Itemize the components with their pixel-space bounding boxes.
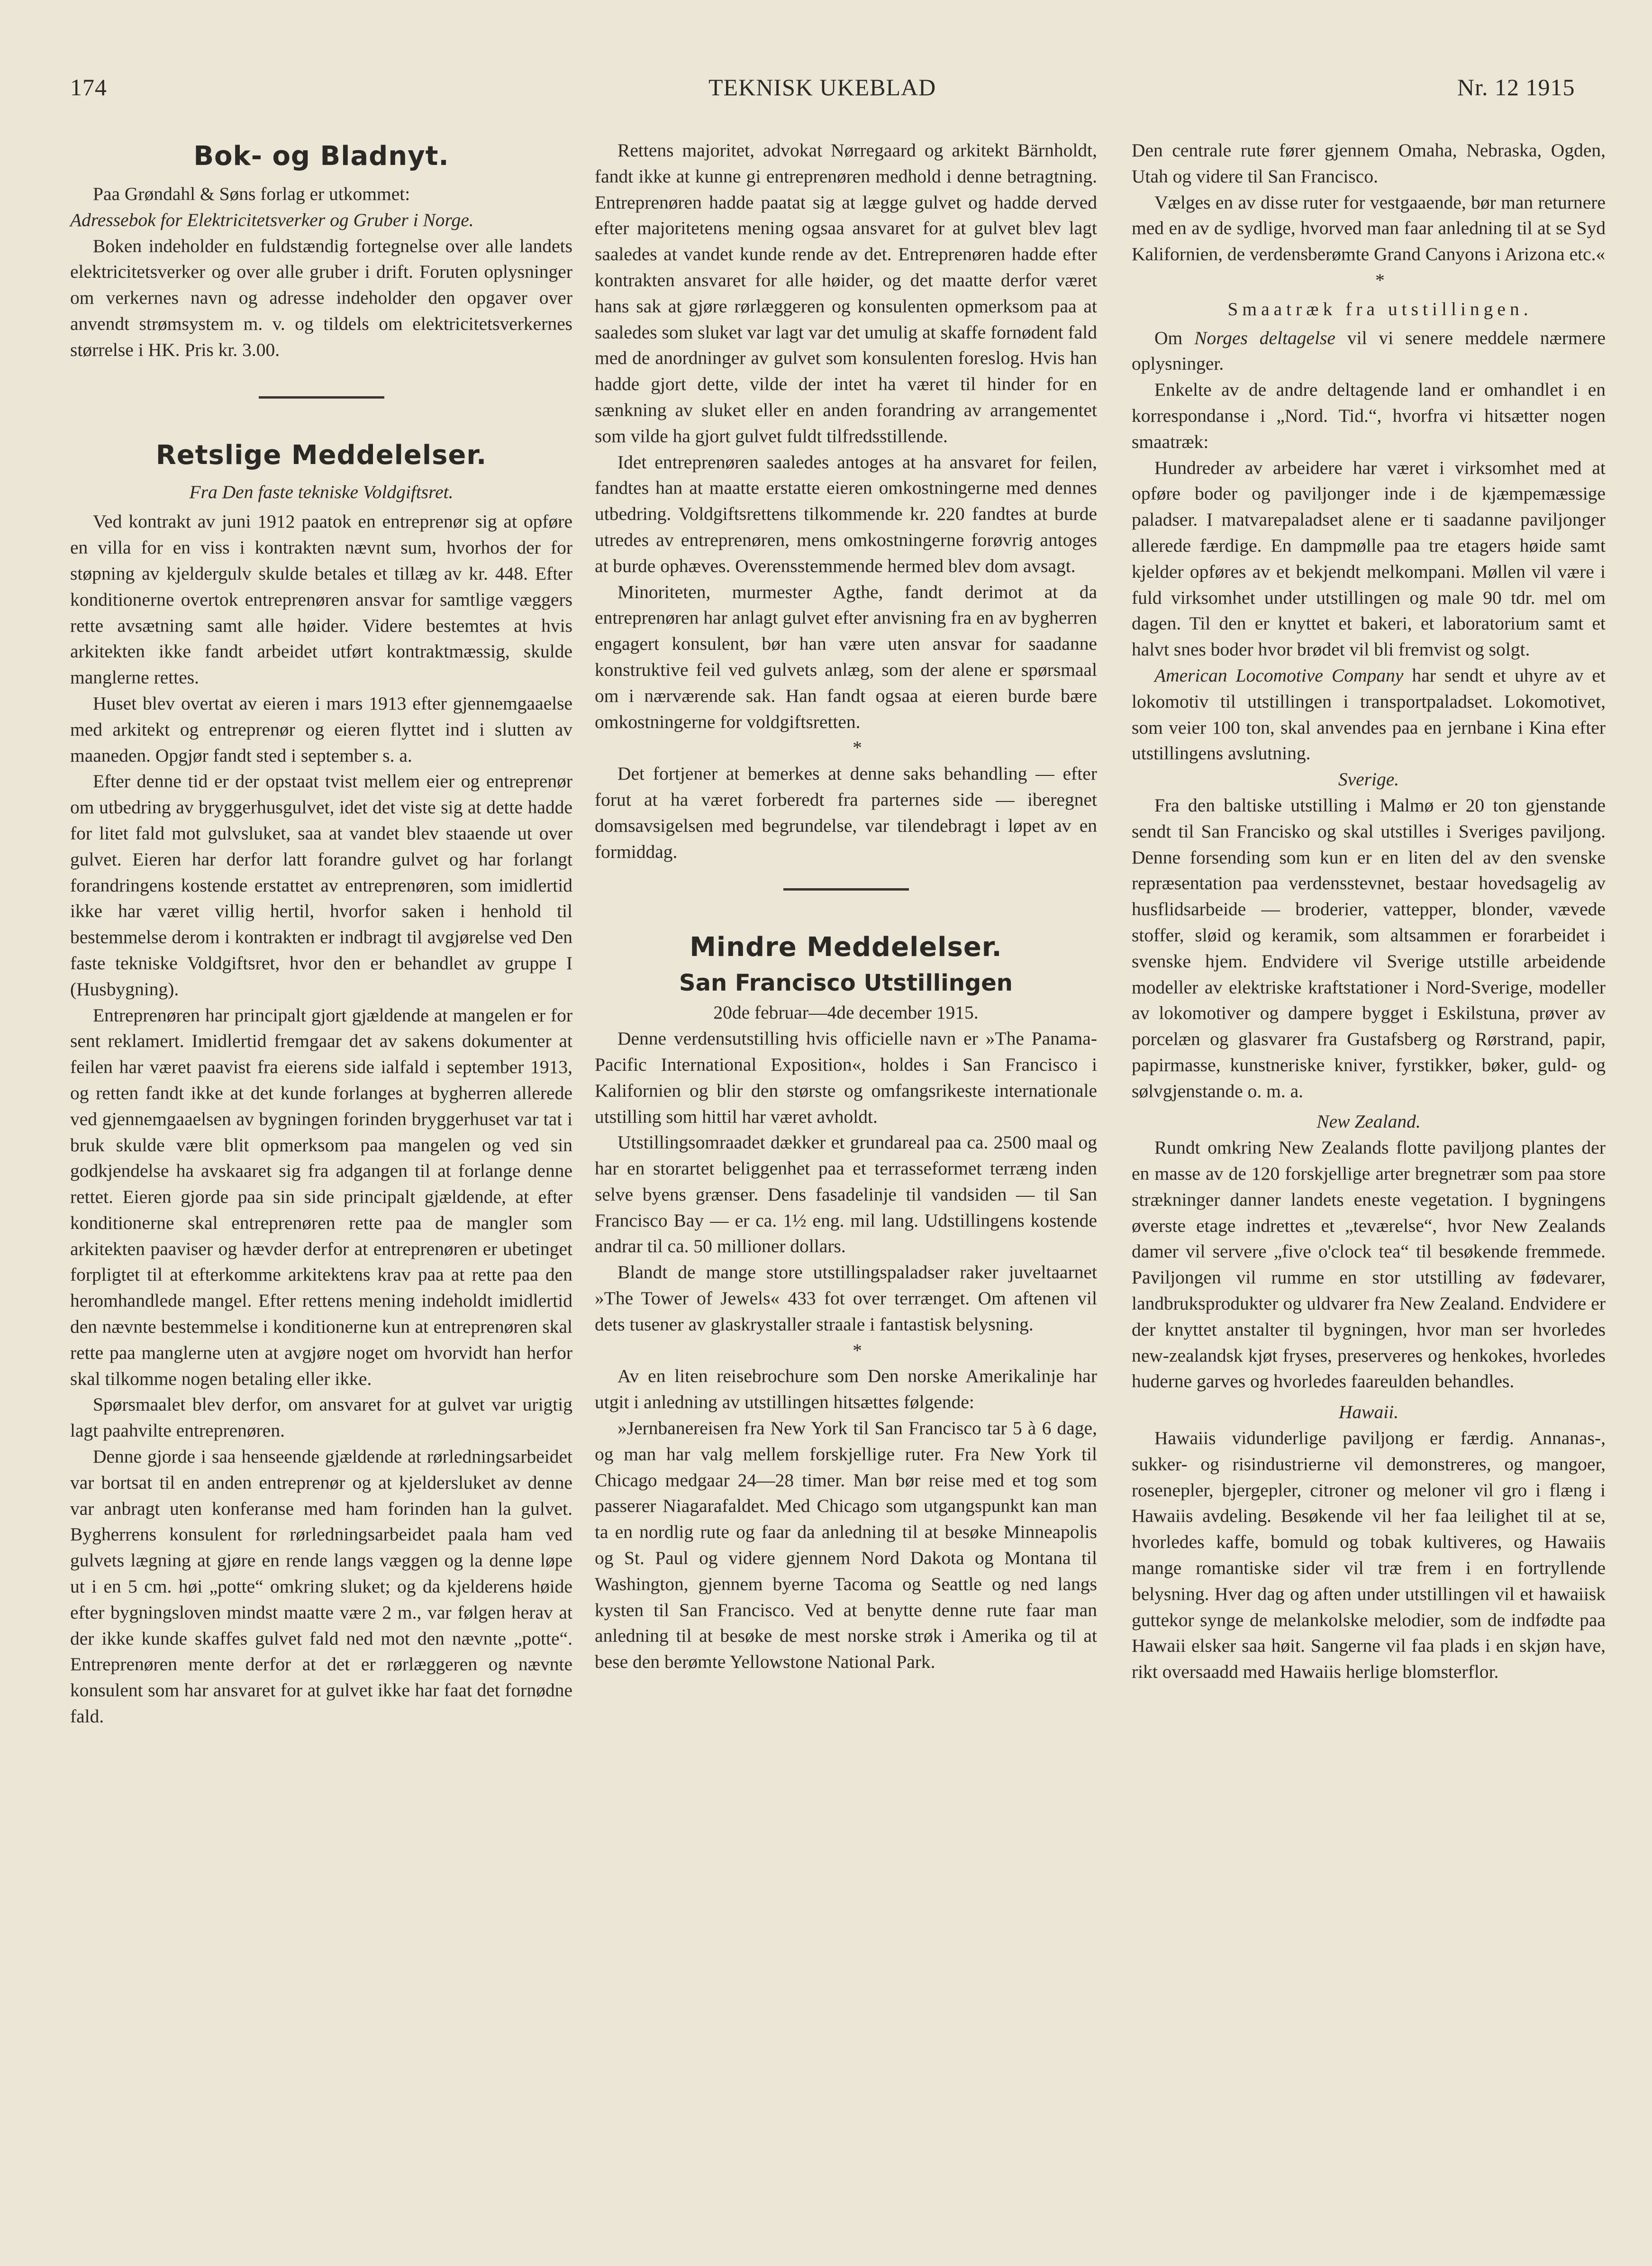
paragraph: Entreprenøren har principalt gjort gjældende at mangelen er for sent reklamert. Imidlertid fremgaar det av sakens dokumenter at feilen har været paavist fra eierens side ialfald i september 1913, og retten fandt ikke at det kunde forlanges at bygherren allerede ved gjennemgaaelsen av bygningen forinden bryggerhuset var tat i bruk skulde være blit opmerksom paa mangelen og ved sin godkjendelse ha avskaaret sig fra adgangen til at forlange denne rettet. Eieren gjorde paa sin side principalt gjældende, at efter konditionerne skal entreprenøren rette paa de mangler som arkitekten paaviser og hævder derfor at entreprenøren er ubetinget forpligtet til at efterkomme arkitektens krav paa at rette paa den heromhandlede mangel. Efter rettens mening indeholdt imidlertid den nævnte bestemmelse i konditionerne kun at entreprenøren skal rette paa manglerne uten at avgjøre noget om hvorvidt han herfor skal tilkomme nogen betaling eller ikke. — [70, 1004, 572, 1389]
book-title: Adressebok for Elektricitetsverker og Gruber i Norge. — [70, 209, 474, 230]
journal-title: TEKNISK UKEBLAD — [708, 74, 936, 100]
column-1 — [70, 137, 572, 1729]
paragraph: Spørsmaalet blev derfor, om ansvaret for at gulvet var urigtig lagt paahvilte entreprenøren. — [70, 1394, 572, 1441]
paragraph: Den centrale rute fører gjennem Omaha, Nebraska, Ogden, Utah og videre til San Francisco. — [1132, 140, 1606, 187]
article-dates: 20de februar—4de december 1915. — [713, 1002, 979, 1023]
column-2 — [595, 137, 1097, 1675]
country-heading: Hawaii. — [1338, 1401, 1399, 1423]
paragraph: Vælges en av disse ruter for vestgaaende, bør man returnere med en av de sydlige, hvorved man faar anledning til at se Syd Kalifornien, de verdensberømte Grand Canyons i Arizona etc.« — [1132, 191, 1606, 265]
paragraph: Hundreder av arbeidere har været i virksomhet med at opføre boder og paviljonger inde i de kjæmpemæssige paladser. I matvarepaladset alene er ti saadanne paviljonger allerede færdige. En dampmølle paa tre etagers høide samt kjelder opføres av et bekjendt melkompani. Møllen vil være i fuld virksomhet under utstillingen og male 90 tdr. mel om dagen. Til den er knyttet et bakeri, et laboratorium samt et halvt snes boder hvor brødet vil bli fremvist og solgt. — [1132, 457, 1606, 660]
country-heading: New Zealand. — [1316, 1111, 1421, 1132]
paragraph: Denne gjorde i saa henseende gjældende at rørledningsarbeidet var bortsat til en anden entreprenør og at kjeldersluket av denne var anbragt uten konferanse med ham forinden han la gulvet. Bygherrens konsulent for rørledningsarbeidet paala ham ved gulvets lægning at gjøre en rende langs væggen og la denne løpe ut i en 5 cm. høi „potte“ omkring sluket; og da kjelderens høide efter bygningsloven mindst maatte være 2 m., var følgen herav at der ikke kunde skaffes gulvet fald ned mot den nævnte „potte“. Entreprenøren mente derfor at det er rørlæggeren og nævnte konsulent som har ansvaret for at gulvet ikke har faat det fornødne fald. — [70, 1446, 572, 1727]
paragraph: Minoriteten, murmester Agthe, fandt derimot at da entreprenøren har anlagt gulvet efter anvisning fra en av bygherren engagert konsulent, bør han være uten ansvar for saadanne konstruktive feil ved gulvets anlæg, som der alene er spørsmaal om i nærværende sak. Han fandt ogsaa at eieren burde bære omkostningerne for voldgiftsretten. — [595, 581, 1097, 732]
article-title-san-francisco: San Francisco Utstillingen — [679, 970, 1013, 997]
issue-number: Nr. 12 1915 — [1457, 74, 1575, 100]
separator-star: * — [1375, 269, 1385, 291]
separator-star: * — [853, 1339, 862, 1361]
paragraph: Fra den baltiske utstilling i Malmø er 20 ton gjenstande sendt til San Francisko og skal utstilles i Sveriges paviljong. Denne forsending som kun er en liten del av den svenske repræsentation paa verdensstevnet, bestaar hovedsagelig av husflidsarbeide — broderier, vattepper, blonder, vævede stoffer, sløid og keramik, som altsammen er forarbeidet i svenske hjem. Endvidere vil Sverige utstille arbeidende modeller av elektriske kraftstationer i Nord-Sverige, modeller av lokomotiver og dampere bygget i Eskilstuna, prøver av porcelæn og glasvarer fra Gustafsberg og Rørstrand, papir, papirmasse, kunstneriske kniver, fyrstikker, bøker, guld- og sølvgjenstande o. m. a. — [1132, 794, 1606, 1101]
paragraph: Utstillingsomraadet dækker et grundareal paa ca. 2500 maal og har en storartet beliggenhet paa et terrasseformet terræng inden selve byens grænser. Dens fasadelinje til vandsiden — til San Francisco Bay — er ca. 1½ eng. mil lang. Udstillingens kostende andrar til ca. 50 millioner dollars. — [595, 1132, 1097, 1257]
paragraph: Denne verdensutstilling hvis officielle navn er »The Panama-Pacific International Exposition«, holdes i San Francisco i Kalifornien og blir den største og omfangsrikeste internationale utstilling som hittil har været avholdt. — [595, 1028, 1097, 1127]
paragraph: Huset blev overtat av eieren i mars 1913 efter gjennemgaaelse med arkitekt og entreprenør og eieren flyttet ind i slutten av maaneden. Opgjør fandt sted i september s. a. — [70, 692, 572, 766]
separator-star: * — [853, 737, 862, 758]
paragraph: Boken indeholder en fuldstændig fortegnelse over alle landets elektricitetsverker og over alle gruber i drift. Foruten oplysninger om verkernes navn og adresse indeholder den opgaver over anvendt strømsystem m. v. og tildels om elektricitetsverkernes størrelse i HK. Pris kr. 3.00. — [70, 235, 572, 360]
paragraph: American Locomotive Company har sendt et uhyre av et lokomotiv til utstillingen i transportpaladset. Lokomotivet, som veier 100 ton, skal anvendes paa en jernbane i Kina efter utstillingens avslutning. — [1132, 664, 1606, 764]
paragraph: Paa Grøndahl & Søns forlag er utkommet: — [93, 183, 410, 204]
page-number: 174 — [70, 74, 107, 100]
section-title-retslige: Retslige Meddelelser. — [155, 439, 487, 471]
paragraph: Rundt omkring New Zealands flotte paviljong plantes der en masse av de 120 forskjellige arter bregnetrær som paa store strækninger danner landets eneste vegetation. I bygningens øverste etage indrettes et „teværelse“, hvor New Zealands damer vil servere „five o'clock tea“ til besøkende fremmede. Paviljongen vil rumme en stor utstilling av fødevarer, landbruksprodukter og uldvarer fra New Zealand. Endvidere er der knyttet anstalter til bygningen, hvor man ser hvorledes new-zealandsk kjøt fryses, preserveres og henkokes, hvorledes huderne garves og hvorledes faareulden behandles. — [1132, 1137, 1606, 1392]
section-subtitle: Fra Den faste tekniske Voldgiftsret. — [189, 481, 454, 502]
section-title-mindre: Mindre Meddelelser. — [690, 932, 1002, 963]
paragraph: Blandt de mange store utstillingspaladser raker juveltaarnet »The Tower of Jewels« 433 fot over terrænget. Om aftenen vil dets tusener av glaskrystaller straale i fantastisk belysning. — [595, 1262, 1097, 1335]
subsection-title: Smaatræk fra utstillingen. — [1227, 298, 1533, 319]
paragraph: »Jernbanereisen fra New York til San Francisco tar 5 à 6 dage, og man har valg mellem forskjellige ruter. Fra New York til Chicago medgaar 24—28 timer. Man bør reise med et tog som passerer Niagarafaldet. Med Chicago som utgangspunkt kan man ta en nordlig rute og faar da anledning til at besøke Minneapolis og St. Paul og videre gjennem Nord Dakota og Montana til Washington, gjennem byerne Tacoma og Seattle og ned langs kysten til San Francisco. Ved at benytte denne rute faar man anledning til at besøke de mest norske strøk i Amerika og til at bese den berømte Yellowstone National Park. — [595, 1418, 1097, 1673]
paragraph: Hawaiis vidunderlige paviljong er færdig. Annanas-, sukker- og risindustrierne vil demonstreres, og mangoer, rosenepler, bjergepler, citroner og meloner vil gro i flæng i Hawaiis avdeling. Besøkende vil her faa leilighet til at se, hvorledes kaffe, bomuld og tobak kultiveres, og Hawaiis mange romantiske sider vil træ frem i en fortryllende belysning. Hver dag og aften under utstillingen vil et hawaiisk guttekor synge de melankolske melodier, som de indfødte paa Hawaii elsker saa høit. Sangerne vil faa plads i en skjøn have, rikt oversaadd med Hawaiis herlige blomsterflor. — [1132, 1428, 1606, 1683]
paragraph: Enkelte av de andre deltagende land er omhandlet i en korrespondanse i „Nord. Tid.“, hvorfra vi hitsætter nogen smaatræk: — [1132, 379, 1606, 452]
column-3 — [1132, 137, 1606, 1685]
paragraph: Ved kontrakt av juni 1912 paatok en entreprenør sig at opføre en villa for en viss i kontrakten nævnt sum, hvorhos der for støpning av kjeldergulv skulde betales et tillæg av kr. 448. Efter konditionerne overtok entreprenøren ansvar for samtlige væggers rette avsætning samt alle høider. Videre bestemtes at hvis arkitekten ikke fandt arbeidet utført kontraktmæssig, skulde manglerne rettes. — [70, 511, 572, 688]
section-title-bok: Bok- og Bladnyt. — [193, 141, 449, 172]
paragraph: Av en liten reisebrochure som Den norske Amerikalinje har utgit i anledning av utstillingen hitsættes følgende: — [595, 1365, 1097, 1413]
paragraph: Rettens majoritet, advokat Nørregaard og arkitekt Bärnholdt, fandt ikke at kunne gi entreprenøren medhold i denne betragtning. Entreprenøren hadde paatat sig at lægge gulvet og hadde derved efter majoritetens mening ogsaa ansvaret for at gulvet blev lagt saaledes at vandet kunde rende av det. Entreprenøren hadde efter kontrakten ansvaret for alle høider, og det maatte derfor været hans sak at gjøre rørlæggeren og konsulenten opmerksom paa at saaledes som sluket var lagt var det umulig at skaffe fornødent fald med de anordninger av gulvet som konsulenten foreslog. Hvis han hadde gjort dette, vilde der intet ha været til hinder for en sænkning av sluket eller en anden forandring av arrangementet som vilde ha gjort gulvet fuldt tilfredsstillende. — [595, 140, 1097, 446]
country-heading: Sverige. — [1338, 769, 1399, 790]
paragraph: Om Norges deltagelse vil vi senere meddele nærmere oplysninger. — [1132, 327, 1606, 374]
paragraph: Det fortjener at bemerkes at denne saks behandling — efter forut at ha været forberedt fra parternes side — iberegnet domsavsigelsen med begrundelse, var tilendebragt i løpet av en formiddag. — [595, 763, 1097, 862]
paragraph: Idet entreprenøren saaledes antoges at ha ansvaret for feilen, fandtes han at maatte erstatte eieren omkostningerne med dennes utbedring. Voldgiftsrettens tilkommende kr. 220 fandtes at burde utredes av entreprenøren, mens omkostningerne forøvrig antoges at burde ophæves. Overensstemmende hermed blev dom avsagt. — [595, 451, 1097, 576]
paragraph: Efter denne tid er der opstaat tvist mellem eier og entreprenør om utbedring av bryggerhusgulvet, idet det viste sig at dette hadde for litet fald mot gulvsluket, saa at vandet blev staaende ut over gulvet. Eieren har derfor latt forandre gulvet og har forlangt forandringens kostende erstattet av entreprenøren, som imidlertid ikke har været villig hertil, hvorfor saken i henhold til bestemmelse derom i kontrakten er indbragt til avgjørelse ved Den faste tekniske Voldgiftsret, hvor den er behandlet av gruppe I (Husbygning). — [70, 771, 572, 1000]
